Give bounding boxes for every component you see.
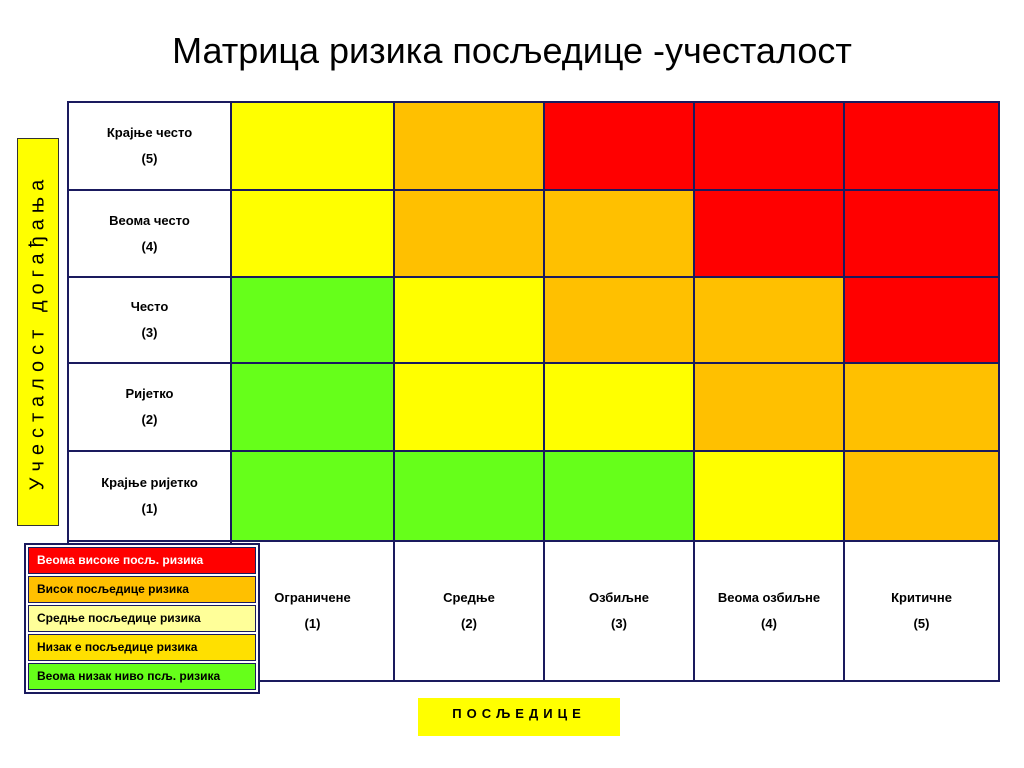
matrix-cell <box>231 277 394 363</box>
legend-item-medium: Средње посљедице ризика <box>28 605 256 632</box>
matrix-cell <box>394 451 544 541</box>
page-title: Матрица ризика посљедице -учесталост <box>172 30 852 71</box>
consequence-label-3: Озбиљне (3) <box>544 541 694 681</box>
frequency-label-5: Крајње често (5) <box>68 102 231 190</box>
legend-item-low: Низак е посљедице ризика <box>28 634 256 661</box>
matrix-row-2 <box>68 363 999 451</box>
consequence-label-1: Ограничене (1) <box>231 541 394 681</box>
frequency-label-1: Крајње ријетко (1) <box>68 451 231 541</box>
matrix-cell <box>544 277 694 363</box>
matrix-cell <box>231 363 394 451</box>
matrix-cell <box>844 451 999 541</box>
legend-item-very-low: Веома низак ниво псљ. ризика <box>28 663 256 690</box>
matrix-cell <box>544 451 694 541</box>
legend-item-high: Висок посљедице ризика <box>28 576 256 603</box>
matrix-cell <box>694 451 844 541</box>
matrix-row-1 <box>68 451 999 541</box>
frequency-label-4: Веома често (4) <box>68 190 231 277</box>
consequence-label-4: Веома озбиљне (4) <box>694 541 844 681</box>
matrix-row-5 <box>68 102 999 190</box>
matrix-cell <box>394 190 544 277</box>
matrix-cell <box>394 363 544 451</box>
matrix-cell <box>844 277 999 363</box>
matrix-cell <box>231 102 394 190</box>
matrix-cell <box>544 190 694 277</box>
y-axis-label-box <box>17 138 59 526</box>
matrix-cell <box>694 277 844 363</box>
matrix-cell <box>394 277 544 363</box>
matrix-cell <box>844 102 999 190</box>
risk-legend <box>24 543 260 694</box>
matrix-row-3 <box>68 277 999 363</box>
consequence-label-2: Средње (2) <box>394 541 544 681</box>
frequency-label-2: Ријетко (2) <box>68 363 231 451</box>
matrix-cell <box>394 102 544 190</box>
consequence-label-5: Критичне (5) <box>844 541 999 681</box>
matrix-cell <box>694 363 844 451</box>
matrix-cell <box>231 451 394 541</box>
matrix-row-4 <box>68 190 999 277</box>
matrix-cell <box>694 190 844 277</box>
legend-item-very-high: Веома високе посљ. ризика <box>28 547 256 574</box>
y-axis-label: Учесталост догађања <box>26 173 49 491</box>
matrix-cell <box>544 102 694 190</box>
matrix-cell <box>844 363 999 451</box>
x-axis-label: ПОСЉЕДИЦЕ <box>418 698 620 736</box>
matrix-cell <box>544 363 694 451</box>
matrix-cell <box>231 190 394 277</box>
matrix-cell <box>694 102 844 190</box>
matrix-cell <box>844 190 999 277</box>
frequency-label-3: Често (3) <box>68 277 231 363</box>
